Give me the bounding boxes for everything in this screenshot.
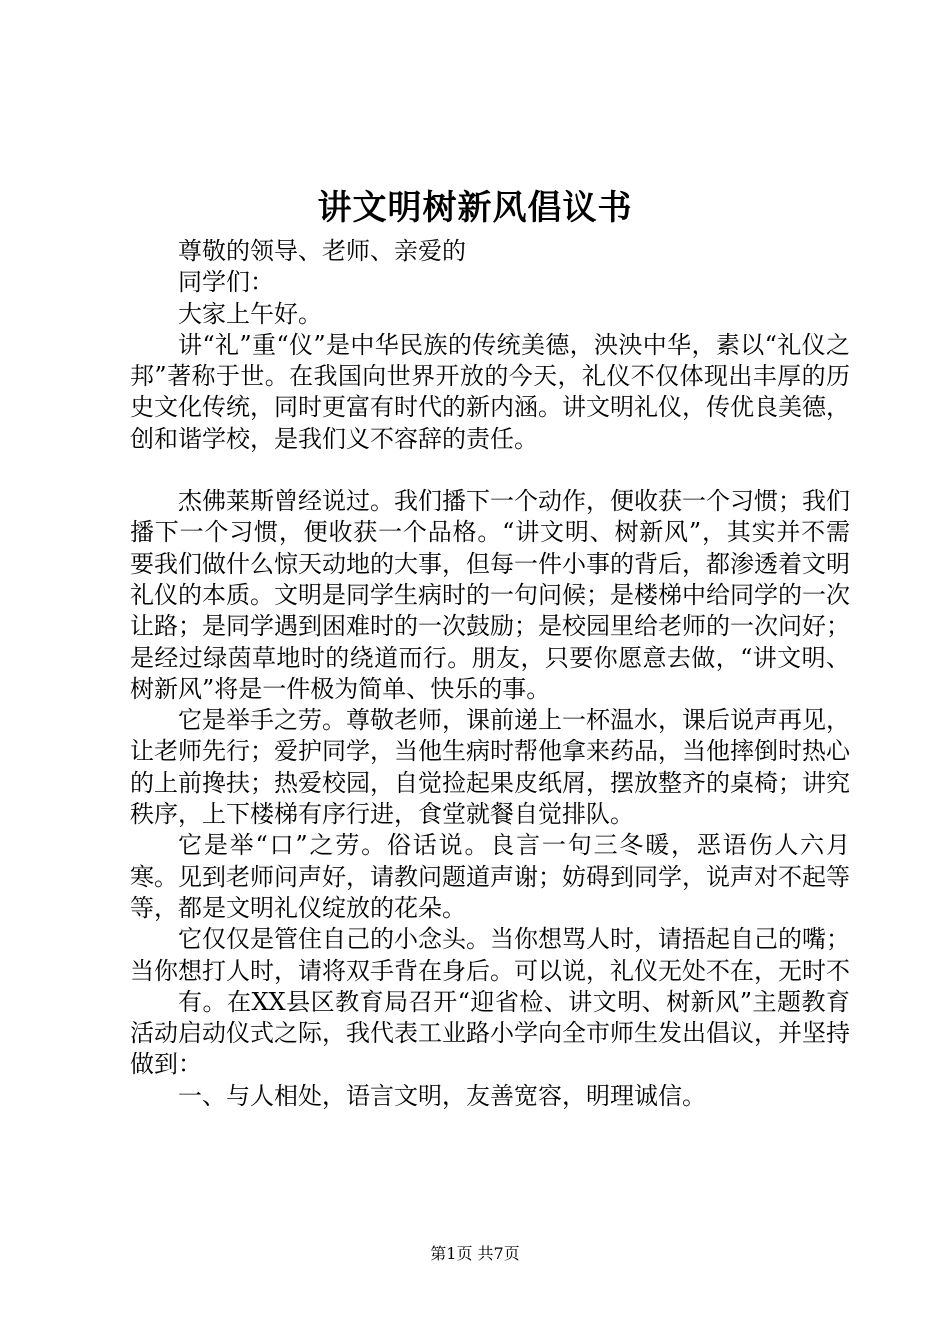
paragraph-intro: 讲“礼”重“仪”是中华民族的传统美德，泱泱中华，素以“礼仪之邦”著称于世。在我国向世界开放的今天，礼仪不仅体现出丰厚的历史文化传统，同时更富有时代的新内涵。讲文明礼仪，传优良美德，创和谐学校，是我们义不容辞的责任。	[130, 330, 850, 453]
salutation-line-1: 尊敬的领导、老师、亲爱的	[178, 237, 466, 265]
greeting: 大家上午好。	[178, 299, 322, 328]
document-body	[130, 236, 850, 1112]
paragraph-initiative: 有。在XX县区教育局召开“迎省检、讲文明、树新风”主题教育活动启动仪式之际，我代表工业路小学向全市师生发出倡议，并坚持做到：	[130, 987, 850, 1079]
list-item-1: 一、与人相处，语言文明，友善宽容，明理诚信。	[178, 1081, 706, 1110]
paragraph-hand: 它是举手之劳。尊敬老师，课前递上一杯温水，课后说声再见，让老师先行；爱护同学，当他生病时帮他拿来药品，当他摔倒时热心的上前搀扶；热爱校园，自觉捡起果皮纸屑，摆放整齐的桌椅；讲究秩序，上下楼梯有序行进，食堂就餐自觉排队。	[130, 706, 850, 829]
paragraph-mind: 它仅仅是管住自己的小念头。当你想骂人时，请捂起自己的嘴；当你想打人时，请将双手背在身后。可以说，礼仪无处不在，无时不	[130, 925, 850, 985]
paragraph-gap	[130, 455, 850, 486]
salutation-line-2: 同学们：	[178, 268, 274, 297]
page-number-footer: 第1页 共7页	[430, 1244, 520, 1263]
document-title: 讲文明树新风倡议书	[317, 188, 633, 228]
paragraph-quote: 杰佛莱斯曾经说过。我们播下一个动作，便收获一个习惯；我们播下一个习惯，便收获一个品格。“讲文明、树新风”，其实并不需要我们做什么惊天动地的大事，但每一件小事的背后，都渗透着文明礼仪的本质。文明是同学生病时的一句问候；是楼梯中给同学的一次让路；是同学遇到困难时的一次鼓励；是校园里给老师的一次问好；是经过绿茵草地时的绕道而行。朋友，只要你愿意去做，“讲文明、树新风”将是一件极为简单、快乐的事。	[130, 487, 850, 703]
paragraph-mouth: 它是举“口”之劳。俗话说。良言一句三冬暖，恶语伤人六月寒。见到老师问声好，请教问题道声谢；妨碍到同学，说声对不起等等，都是文明礼仪绽放的花朵。	[130, 831, 850, 922]
